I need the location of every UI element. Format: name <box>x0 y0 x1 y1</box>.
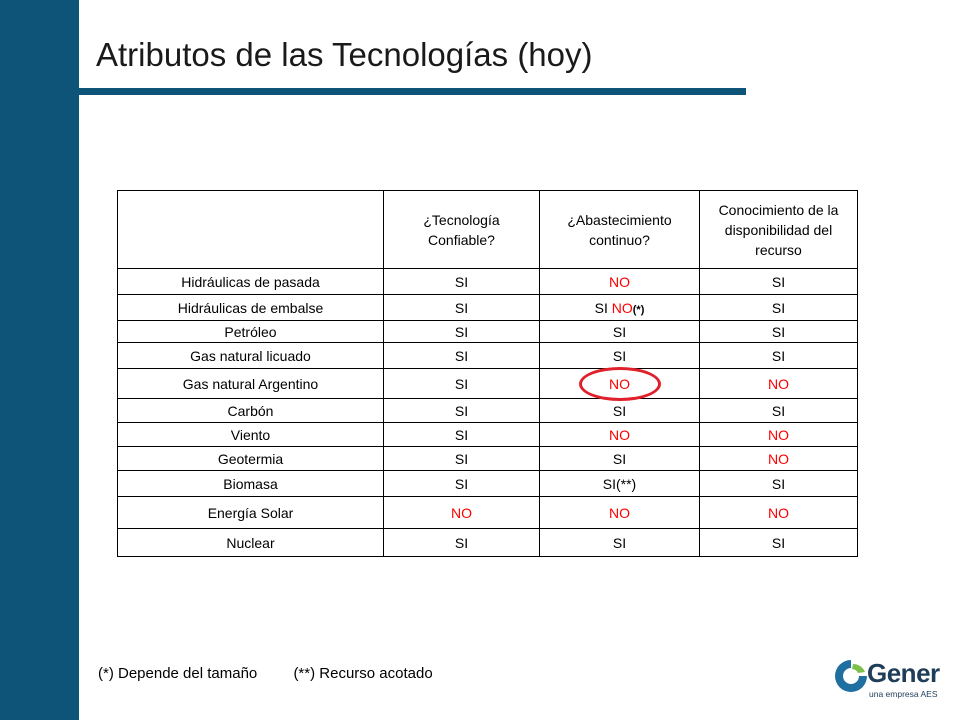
technology-name-cell: Viento <box>118 423 384 447</box>
table-row <box>118 321 858 343</box>
conocimiento-cell: SI <box>700 295 858 321</box>
confiable-cell: SI <box>384 423 540 447</box>
header-tecnologia-confiable <box>384 191 540 269</box>
technology-name-cell: Gas natural Argentino <box>118 369 384 399</box>
technology-name-cell: Hidráulicas de pasada <box>118 269 384 295</box>
technology-name-cell: Petróleo <box>118 321 384 343</box>
header-abastecimiento-continuo <box>540 191 700 269</box>
value-no: NO <box>611 299 633 316</box>
table-row <box>118 447 858 471</box>
technology-name-cell: Energía Solar <box>118 497 384 529</box>
table-header-row <box>118 191 858 269</box>
table-row <box>118 295 858 321</box>
continuo-cell <box>540 295 700 321</box>
header-conocimiento-disponibilidad <box>700 191 858 269</box>
logo-name: Gener <box>867 658 940 688</box>
continuo-cell: SI <box>540 529 700 557</box>
footnote-2: (**) Recurso acotado <box>293 665 433 682</box>
header-line: disponibilidad del <box>724 221 833 238</box>
conocimiento-cell: NO <box>700 447 858 471</box>
continuo-cell: SI <box>540 321 700 343</box>
continuo-cell: SI <box>540 343 700 369</box>
table-row <box>118 343 858 369</box>
continuo-cell: NO <box>540 269 700 295</box>
table-row <box>118 423 858 447</box>
conocimiento-cell: SI <box>700 471 858 497</box>
table-row <box>118 497 858 529</box>
technology-name-cell: Gas natural licuado <box>118 343 384 369</box>
left-sidebar-band <box>0 0 79 720</box>
confiable-cell: SI <box>384 399 540 423</box>
conocimiento-cell: SI <box>700 321 858 343</box>
continuo-cell: NO <box>540 423 700 447</box>
continuo-cell: SI <box>540 447 700 471</box>
gener-logo <box>829 648 947 710</box>
header-line: continuo? <box>589 231 650 248</box>
technology-name-cell: Hidráulicas de embalse <box>118 295 384 321</box>
header-line: Conocimiento de la <box>718 201 839 218</box>
title-underline <box>79 88 746 95</box>
slide-title: Atributos de las Tecnologías (hoy) <box>96 36 593 73</box>
gener-swirl-icon <box>831 656 871 696</box>
technology-attributes-table <box>117 190 858 557</box>
conocimiento-cell: SI <box>700 269 858 295</box>
technology-name-cell: Nuclear <box>118 529 384 557</box>
technology-name-cell: Biomasa <box>118 471 384 497</box>
table-row <box>118 369 858 399</box>
header-line: Confiable? <box>428 231 495 248</box>
confiable-cell: SI <box>384 471 540 497</box>
technology-name-cell: Geotermia <box>118 447 384 471</box>
conocimiento-cell: NO <box>700 497 858 529</box>
confiable-cell: NO <box>384 497 540 529</box>
highlighted-value: NO <box>609 375 630 392</box>
confiable-cell: SI <box>384 343 540 369</box>
footnotes <box>98 665 433 682</box>
table-row <box>118 471 858 497</box>
confiable-cell: SI <box>384 321 540 343</box>
table-row <box>118 529 858 557</box>
value-si: SI <box>594 299 608 316</box>
table-row <box>118 399 858 423</box>
header-empty <box>118 191 384 269</box>
confiable-cell: SI <box>384 295 540 321</box>
conocimiento-cell: NO <box>700 423 858 447</box>
technology-name-cell: Carbón <box>118 399 384 423</box>
continuo-cell <box>540 369 700 399</box>
value-footnote-mark: (*) <box>632 303 645 316</box>
continuo-cell: SI(**) <box>540 471 700 497</box>
footnote-1: (*) Depende del tamaño <box>98 665 258 682</box>
continuo-cell: NO <box>540 497 700 529</box>
table-row <box>118 269 858 295</box>
logo-tagline: una empresa AES <box>869 689 938 699</box>
conocimiento-cell: SI <box>700 343 858 369</box>
header-line: ¿Tecnología <box>423 211 500 228</box>
conocimiento-cell: NO <box>700 369 858 399</box>
confiable-cell: SI <box>384 269 540 295</box>
confiable-cell: SI <box>384 447 540 471</box>
conocimiento-cell: SI <box>700 399 858 423</box>
conocimiento-cell: SI <box>700 529 858 557</box>
continuo-cell: SI <box>540 399 700 423</box>
header-line: recurso <box>755 241 802 258</box>
header-line: ¿Abastecimiento <box>567 211 672 228</box>
confiable-cell: SI <box>384 529 540 557</box>
confiable-cell: SI <box>384 369 540 399</box>
